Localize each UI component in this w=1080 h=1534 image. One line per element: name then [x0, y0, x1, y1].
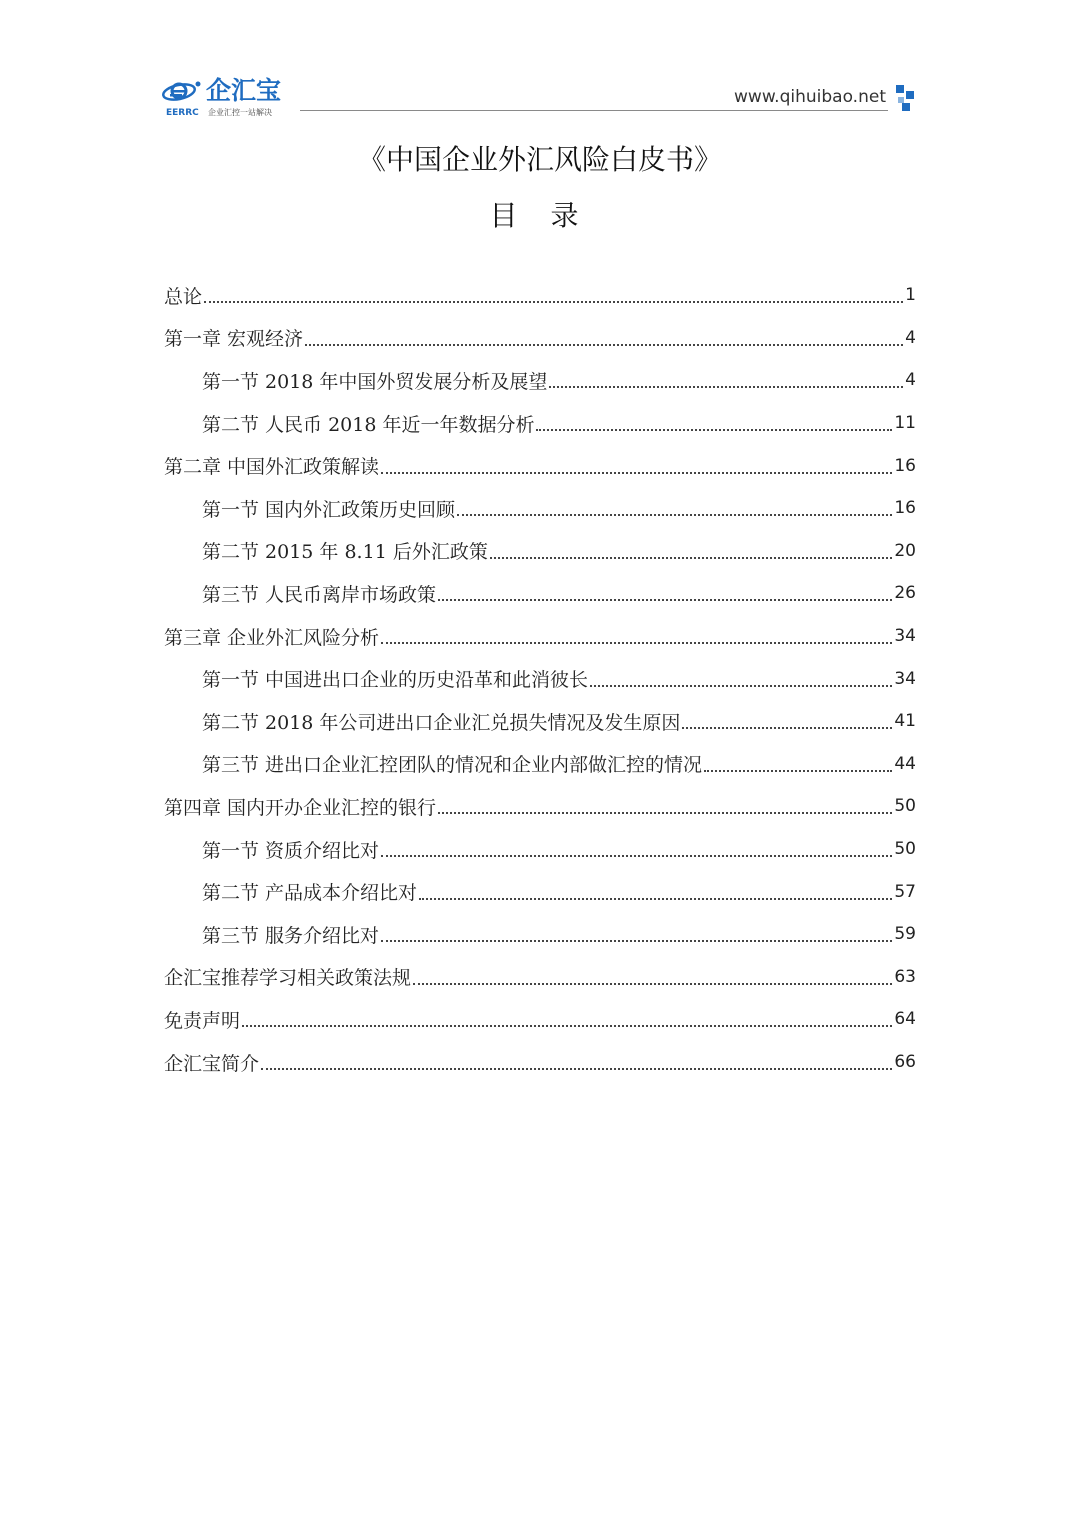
toc-entry-page-number: 50	[894, 839, 916, 860]
toc-entry[interactable]	[202, 870, 916, 913]
dot-leader	[682, 727, 892, 729]
toc-entry-page-number: 20	[894, 540, 916, 561]
toc-entry[interactable]	[164, 956, 916, 999]
toc-entry[interactable]	[202, 913, 916, 956]
toc-entry-label: 第一节 2018 年中国外贸发展分析及展望	[202, 370, 548, 393]
toc-entry[interactable]	[164, 1041, 916, 1084]
toc-entry[interactable]	[202, 828, 916, 871]
pixel-cross-icon	[894, 85, 918, 113]
toc-entry-page-number: 57	[894, 881, 916, 902]
dot-leader	[438, 599, 892, 601]
document-title: 《中国企业外汇风险白皮书》	[357, 143, 722, 176]
toc-entry[interactable]	[164, 444, 916, 487]
toc-entry-page-number: 34	[894, 626, 916, 647]
toc-entry[interactable]	[202, 700, 916, 743]
toc-entry-page-number: 16	[894, 455, 916, 476]
page-header	[0, 0, 1080, 130]
toc-entry-page-number: 63	[894, 966, 916, 987]
toc-entry-label: 第三节 服务介绍比对	[202, 924, 380, 947]
toc-entry-label: 企汇宝推荐学习相关政策法规	[164, 967, 412, 990]
dot-leader	[413, 983, 892, 985]
dot-leader	[204, 301, 903, 303]
toc-entry-label: 第三节 进出口企业汇控团队的情况和企业内部做汇控的情况	[202, 754, 703, 777]
toc-entry-page-number: 4	[905, 370, 916, 391]
toc-entry-label: 第一节 中国进出口企业的历史沿革和此消彼长	[202, 669, 589, 692]
brand-slogan: 企业汇控一站解决	[208, 108, 272, 117]
dot-leader	[536, 429, 892, 431]
toc-entry-label: 企汇宝简介	[164, 1052, 260, 1075]
toc-entry[interactable]	[164, 274, 916, 317]
toc-entry[interactable]	[164, 998, 916, 1041]
toc-entry-label: 免责声明	[164, 1009, 241, 1032]
brand-name: 企汇宝	[206, 76, 282, 105]
toc-entry[interactable]	[202, 359, 916, 402]
toc-entry-page-number: 1	[905, 285, 916, 306]
toc-entry[interactable]	[202, 743, 916, 786]
toc-entry-label: 总论	[164, 285, 203, 308]
brand-logo	[162, 76, 292, 120]
toc-entry[interactable]	[164, 615, 916, 658]
toc-entry-label: 第二节 产品成本介绍比对	[202, 882, 418, 905]
toc-entry-page-number: 50	[894, 796, 916, 817]
toc-entry-label: 第四章 国内开办企业汇控的银行	[164, 796, 437, 819]
toc-entry-label: 第二节 2015 年 8.11 后外汇政策	[202, 541, 488, 564]
toc-entry-page-number: 41	[894, 711, 916, 732]
toc-entry[interactable]	[202, 487, 916, 530]
toc-entry-label: 第二节 2018 年公司进出口企业汇兑损失情况及发生原因	[202, 711, 681, 734]
toc-entry-page-number: 64	[894, 1009, 916, 1030]
toc-entry[interactable]	[164, 317, 916, 360]
dot-leader	[381, 855, 892, 857]
dot-leader	[261, 1068, 892, 1070]
toc-entry-label: 第一节 国内外汇政策历史回顾	[202, 498, 456, 521]
brand-english-name: EERRC	[166, 108, 199, 118]
toc-entry-page-number: 59	[894, 924, 916, 945]
dot-leader	[438, 812, 892, 814]
toc-entry-page-number: 66	[894, 1052, 916, 1073]
toc-entry-page-number: 26	[894, 583, 916, 604]
header-divider	[300, 110, 888, 111]
dot-leader	[381, 642, 892, 644]
toc-entry[interactable]	[202, 530, 916, 573]
dot-leader	[381, 472, 892, 474]
dot-leader	[419, 898, 892, 900]
toc-entry-page-number: 44	[894, 753, 916, 774]
toc-entry[interactable]	[202, 657, 916, 700]
dot-leader	[590, 685, 892, 687]
globe-ring-icon	[162, 78, 204, 106]
toc-entry-label: 第二节 人民币 2018 年近一年数据分析	[202, 413, 535, 436]
dot-leader	[457, 514, 892, 516]
site-url: www.qihuibao.net	[734, 87, 886, 107]
dot-leader	[305, 344, 903, 346]
dot-leader	[381, 940, 892, 942]
toc-entry[interactable]	[202, 572, 916, 615]
toc-entry-label: 第一节 资质介绍比对	[202, 839, 380, 862]
toc-heading: 目 录	[489, 199, 591, 232]
toc-entry-label: 第一章 宏观经济	[164, 328, 304, 351]
toc-entry-label: 第三章 企业外汇风险分析	[164, 626, 380, 649]
toc-entry-page-number: 4	[905, 327, 916, 348]
dot-leader	[549, 386, 903, 388]
toc-entry[interactable]	[202, 402, 916, 445]
toc-entry-page-number: 11	[894, 413, 916, 434]
dot-leader	[242, 1025, 892, 1027]
toc-entry-label: 第三节 人民币离岸市场政策	[202, 583, 437, 606]
toc-entry-page-number: 34	[894, 668, 916, 689]
toc-entry[interactable]	[164, 785, 916, 828]
dot-leader	[704, 770, 892, 772]
dot-leader	[490, 557, 893, 559]
toc-entry-label: 第二章 中国外汇政策解读	[164, 456, 380, 479]
toc-entry-page-number: 16	[894, 498, 916, 519]
